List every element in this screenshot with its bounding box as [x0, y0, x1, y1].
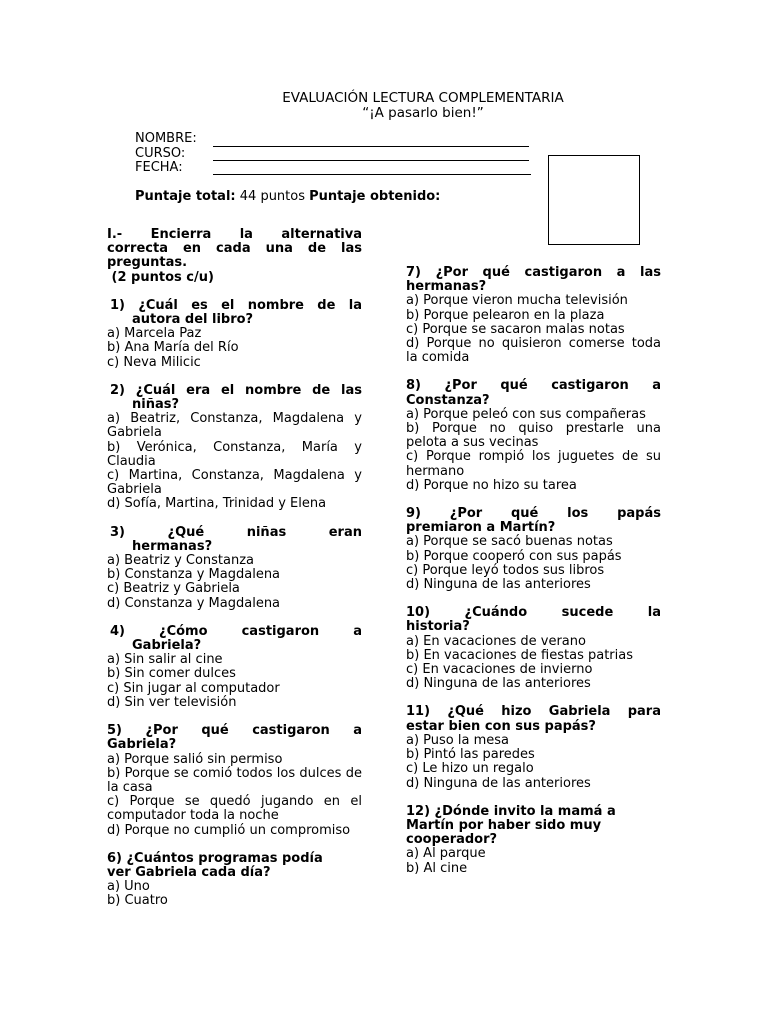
option[interactable]: c) Porque se sacaron malas notas	[406, 321, 625, 337]
page-title: EVALUACIÓN LECTURA COMPLEMENTARIA	[282, 90, 564, 106]
score-line	[135, 189, 440, 204]
question-text: 6) ¿Cuántos programas podía	[107, 850, 323, 866]
question-text: estar bien con sus papás?	[406, 718, 596, 734]
question-2	[107, 384, 362, 512]
question-text: 7) ¿Por qué castigaron a las	[406, 265, 661, 280]
question-11	[406, 705, 661, 790]
option[interactable]: c) Sin jugar al computador	[107, 680, 280, 696]
option[interactable]: a) Beatriz y Constanza	[107, 553, 255, 569]
question-10	[406, 606, 661, 691]
option[interactable]: a) Porque peleó con sus compañeras	[406, 406, 646, 422]
option[interactable]: a) Porque vieron mucha televisión	[406, 293, 628, 309]
option[interactable]: c) Porque rompió los juguetes de su hermano	[406, 449, 661, 479]
question-text: 2) ¿Cuál era el nombre de las	[110, 382, 362, 398]
option[interactable]: a) Uno	[107, 879, 150, 895]
option[interactable]: c) Beatriz y Gabriela	[107, 581, 240, 597]
option[interactable]: d) Porque no quisieron comerse toda la comida	[406, 336, 661, 366]
option[interactable]: a) Porque salió sin permiso	[107, 751, 283, 767]
right-column	[406, 266, 661, 890]
question-text: historia?	[406, 619, 470, 635]
option[interactable]: a) En vacaciones de verano	[406, 633, 586, 649]
option[interactable]: c) Porque leyó todos sus libros	[406, 562, 605, 578]
option[interactable]: d) Porque no hizo su tarea	[406, 477, 577, 493]
page-subtitle: “¡A pasarlo bien!”	[362, 105, 484, 121]
option[interactable]: b) Porque pelearon en la plaza	[406, 307, 605, 323]
question-5	[107, 724, 362, 838]
question-text: hermanas?	[406, 279, 487, 295]
question-text: 8) ¿Por qué castigaron a	[406, 378, 661, 394]
name-line[interactable]	[213, 146, 529, 147]
option[interactable]: b) Ana María del Río	[107, 340, 239, 356]
option[interactable]: b) Cuatro	[107, 893, 168, 909]
option[interactable]: a) Al parque	[406, 846, 486, 862]
option[interactable]: b) Porque no quiso prestarle una pelota a sus vecinas	[406, 421, 661, 451]
question-text: ver Gabriela cada día?	[107, 864, 271, 880]
question-text: autora del libro?	[132, 312, 254, 328]
question-text: cooperador?	[406, 832, 498, 848]
question-text: 5) ¿Por qué castigaron a	[107, 723, 362, 739]
option[interactable]: d) Constanza y Magdalena	[107, 595, 281, 611]
option[interactable]: b) Porque se comió todos los dulces de la casa	[107, 765, 362, 795]
option[interactable]: c) Neva Milicic	[107, 354, 201, 370]
option[interactable]: d) Ninguna de las anteriores	[406, 676, 591, 692]
instructions	[107, 228, 362, 285]
instructions-line: correcta en cada una de las	[107, 241, 362, 257]
instructions-line: preguntas.	[107, 255, 188, 271]
option[interactable]: a) Marcela Paz	[107, 326, 202, 342]
option[interactable]: d) Sofía, Martina, Trinidad y Elena	[107, 496, 327, 512]
question-8	[406, 379, 661, 493]
score-total-value: 44 puntos	[239, 189, 305, 204]
question-text: niñas?	[132, 397, 180, 413]
question-3	[107, 526, 362, 611]
option[interactable]: a) Sin salir al cine	[107, 652, 223, 668]
question-text: premiaron a Martín?	[406, 520, 556, 536]
question-text: Constanza?	[406, 392, 490, 408]
option[interactable]: b) Verónica, Constanza, María y Claudia	[107, 439, 362, 469]
question-text: Martín por haber sido muy	[406, 817, 602, 833]
option[interactable]: b) Pintó las paredes	[406, 747, 535, 763]
option[interactable]: b) En vacaciones de fiestas patrias	[406, 647, 633, 663]
question-text: 10) ¿Cuándo sucede la	[406, 605, 661, 621]
option[interactable]: d) Sin ver televisión	[107, 694, 237, 710]
question-text: hermanas?	[132, 538, 213, 554]
option[interactable]: b) Sin comer dulces	[107, 666, 236, 682]
option[interactable]: d) Ninguna de las anteriores	[406, 775, 591, 791]
course-label: CURSO:	[135, 145, 186, 161]
question-text: 12) ¿Dónde invito la mamá a	[406, 803, 616, 819]
student-fields	[135, 132, 197, 176]
option[interactable]: d) Ninguna de las anteriores	[406, 577, 591, 593]
question-text: 11) ¿Qué hizo Gabriela para	[406, 704, 661, 720]
question-text: 3) ¿Qué niñas eran	[110, 524, 362, 540]
score-total-label: Puntaje total:	[135, 189, 236, 204]
option[interactable]: a) Puso la mesa	[406, 732, 509, 748]
option[interactable]: d) Porque no cumplió un compromiso	[107, 822, 351, 838]
option[interactable]: b) Al cine	[406, 860, 468, 876]
question-9	[406, 507, 661, 592]
question-text: 9) ¿Por qué los papás	[406, 506, 661, 522]
question-text: 4) ¿Cómo castigaron a	[110, 623, 362, 639]
question-12	[406, 805, 661, 876]
option[interactable]: b) Constanza y Magdalena	[107, 567, 281, 583]
question-text: Gabriela?	[132, 638, 202, 654]
option[interactable]: a) Porque se sacó buenas notas	[406, 534, 613, 550]
left-column	[107, 228, 362, 923]
option[interactable]: a) Beatriz, Constanza, Magdalena y Gabriela	[107, 411, 362, 441]
question-6	[107, 852, 362, 909]
option[interactable]: c) Porque se quedó jugando en el computador toda la noche	[107, 794, 362, 824]
score-obtained-label: Puntaje obtenido:	[309, 189, 441, 204]
question-text: 1) ¿Cuál es el nombre de la	[110, 297, 362, 313]
date-label: FECHA:	[135, 160, 183, 175]
course-line[interactable]	[213, 160, 529, 161]
option[interactable]: b) Porque cooperó con sus papás	[406, 548, 622, 564]
question-1	[107, 299, 362, 370]
option[interactable]: c) En vacaciones de invierno	[406, 662, 593, 678]
question-4	[107, 625, 362, 710]
photo-box	[548, 155, 640, 245]
option[interactable]: c) Martina, Constanza, Magdalena y Gabriela	[107, 468, 362, 498]
question-7	[406, 266, 661, 365]
instructions-line: I.- Encierra la alternativa	[107, 227, 362, 242]
date-line[interactable]	[213, 174, 531, 175]
option[interactable]: c) Le hizo un regalo	[406, 761, 534, 777]
name-label: NOMBRE:	[135, 131, 197, 146]
question-text: Gabriela?	[107, 737, 177, 753]
instructions-points: (2 puntos c/u)	[107, 269, 214, 285]
